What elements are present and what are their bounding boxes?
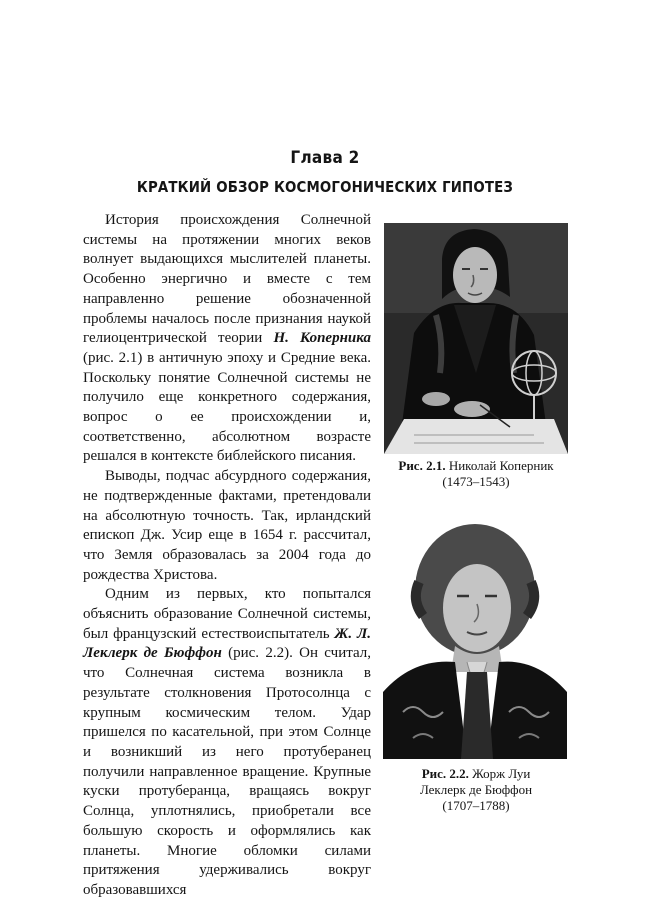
chapter-heading: Глава 2 [290,148,360,168]
figure-2-2-caption: Рис. 2.2. Жорж Луи Леклерк де Бюффон (1707–1788) [419,766,533,813]
paragraph-1: История происхождения Солнечной системы на протяжении многих веков волнует выдающихся мыслителей планеты. Особенно энергично и вместе с тем направленно решение обозначенной проблемы началось после признания наукой гелиоцентрической теории Н. Коперника (рис. 2.1) в античную эпоху и Средние века. Поскольку понятие Солнечной системы не получило еще конкретного содержания, вопрос о ее происхождении и, соответственно, абсолютном возрасте решался в контексте библейского писания. [83,212,371,465]
figure-2-1-caption: Рис. 2.1. Николай Коперник (1473–1543) [398,458,554,489]
buffon-portrait [383,512,567,759]
body-text [83,211,371,901]
copernicus-portrait [384,223,568,454]
paragraph-3: Одним из первых, кто попытался объяснить образование Солнечной системы, был французский естествоиспытатель Ж. Л. Леклерк де Бюффон (рис. 2.2). Он считал, что Солнечная система возникла в результате столкновения Протосолнца с крупным космическим телом. Удар пришелся по касательной, при этом Солнце и возникший из него протуберанец получили направленное вращение. Крупные куски протуберанца, вращаясь вокруг Солнца, уплотнялись, приобретали все большую скорость и оформлялись как планеты. Многие обломки силами притяжения удерживались вокруг образовавшихся [83,586,372,898]
buffon-name: Ж. Л. Леклерк де Бюффон [83,625,372,662]
chapter-title: КРАТКИЙ ОБЗОР КОСМОГОНИЧЕСКИХ ГИПОТЕЗ [136,178,514,196]
copernicus-name: Н. Коперника [273,330,371,347]
figure-2-1-label: Рис. 2.1. [398,458,446,473]
figure-2-1-years: (1473–1543) [442,474,510,489]
paragraph-2: Выводы, подчас абсурдного содержания, не подтвержденные фактами, претендовали на абсолютную точность. Так, ирландский епископ Дж. Усир еще в 1654 г. рассчитал, что Земля образовалась за 2004 года до рождества Христова. [83,468,371,583]
figure-2-2-label: Рис. 2.2. [421,766,469,781]
figure-2-2-years: (1707–1788) [442,798,510,813]
